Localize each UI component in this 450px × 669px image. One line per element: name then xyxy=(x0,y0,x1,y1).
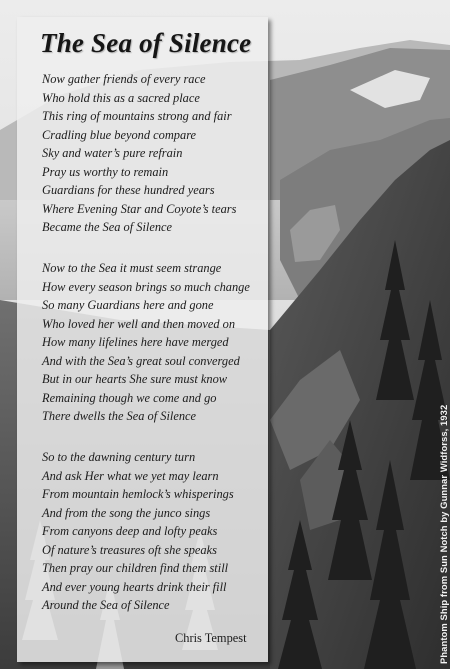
poem-line: Then pray our children find them still xyxy=(42,561,229,575)
poem-line: Guardians for these hundred years xyxy=(42,183,215,197)
poem-line: And ever young hearts drink their fill xyxy=(42,579,227,594)
poem-line: But in our hearts She sure must know xyxy=(42,372,228,386)
poem-line: From canyons deep and lofty peaks xyxy=(42,524,218,538)
poem-line: And ask Her what we yet may learn xyxy=(42,468,219,483)
stanza-2 xyxy=(42,259,250,426)
poem-line: Who loved her well and then moved on xyxy=(42,316,236,331)
poem-line: From mountain hemlock’s whisperings xyxy=(42,487,234,501)
poem-line: How many lifelines here have merged xyxy=(42,335,229,349)
poem-line: Around the Sea of Silence xyxy=(42,598,170,612)
poem-author: Chris Tempest xyxy=(175,631,247,645)
poem-line: How every season brings so much change xyxy=(42,279,250,294)
poem-line: And from the song the junco sings xyxy=(42,505,211,520)
poem-line: There dwells the Sea of Silence xyxy=(42,409,197,423)
poem-title: The Sea of Silence xyxy=(40,28,252,58)
poem-line: Who hold this as a sacred place xyxy=(42,90,200,105)
image-credit: Phantom Ship from Sun Notch by Gunnar Widforss, 1932 xyxy=(438,404,449,664)
stanza-3 xyxy=(42,448,234,615)
poem-line: This ring of mountains strong and fair xyxy=(42,109,232,123)
poem-line: Became the Sea of Silence xyxy=(42,220,173,234)
poem-line: Sky and water’s pure refrain xyxy=(42,146,183,160)
poem-line: Now gather friends of every race xyxy=(42,72,206,86)
poem-line: Of nature’s treasures oft she speaks xyxy=(42,542,217,557)
stanza-1 xyxy=(42,70,236,237)
poem-line: Cradling blue beyond compare xyxy=(42,127,197,142)
poem-line: Now to the Sea it must seem strange xyxy=(42,261,222,275)
poem-line: And with the Sea’s great soul converged xyxy=(42,353,240,368)
poem-line: So to the dawning century turn xyxy=(42,450,196,464)
poem-line: Pray us worthy to remain xyxy=(42,164,169,179)
poem-line: So many Guardians here and gone xyxy=(42,298,214,312)
poem-line: Remaining though we come and go xyxy=(42,390,217,405)
poem-line: Where Evening Star and Coyote’s tears xyxy=(42,201,237,216)
